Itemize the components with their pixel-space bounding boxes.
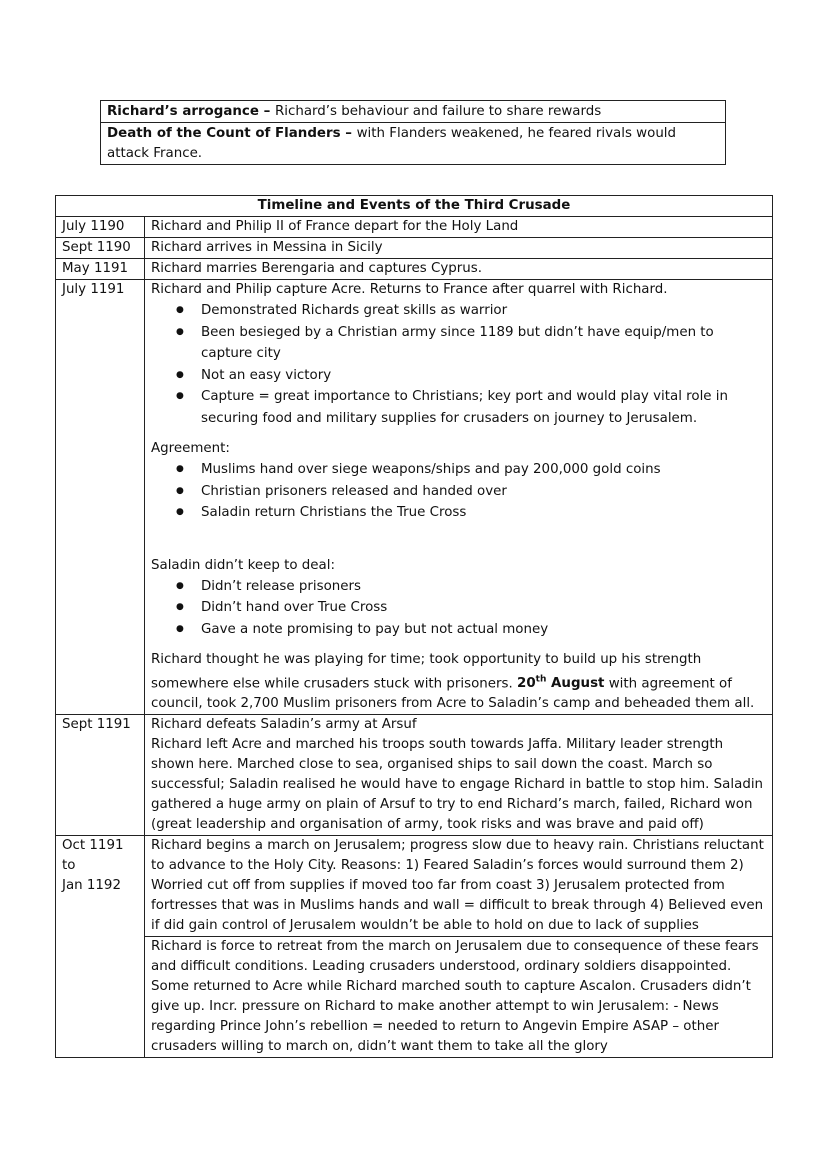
acre-intro: Richard and Philip capture Acre. Returns to France after quarrel with Richard. [151, 282, 668, 297]
list-item: ● Saladin return Christians the True Cross [201, 502, 766, 524]
event-details [145, 715, 773, 836]
event-text: Richard begins a march on Jerusalem; progress slow due to heavy rain. Christians reluctant to advance to the Holy City. Reasons: 1) Feared Saladin’s forces would surround them 2) Worried cut off from supplies if moved too far from coast 3) Jerusalem protected from fortresses that was in Muslims hands and wall = difficult to break through 4) Believed even if did gain control of Jerusalem wouldn’t be able to hold on due to lack of supplies [145, 836, 773, 937]
acre-closing [151, 650, 766, 714]
timeline-row [56, 259, 773, 280]
deal-heading: Saladin didn’t keep to deal: [151, 557, 335, 573]
acre-bullets [151, 300, 766, 429]
list-item: ● Demonstrated Richards great skills as warrior [201, 300, 766, 322]
list-item: ● Didn’t release prisoners [201, 576, 766, 598]
event-text: Richard is force to retreat from the march on Jerusalem due to consequence of these fears and difficult conditions. Leading crusaders understood, ordinary soldiers disappointed. Some returned to Acre while Richard marched south to capture Ascalon. Crusaders didn’t give up. Incr. pressure on Richard to make another attempt to win Jerusalem: - News regarding Prince John’s rebellion = needed to return to Angevin Empire ASAP – other crusaders willing to march on, didn’t want them to take all the glory [145, 937, 773, 1058]
list-item: ● Muslims hand over siege weapons/ships and pay 200,000 gold coins [201, 459, 766, 481]
arsuf-heading: Richard defeats Saladin’s army at Arsuf [151, 717, 417, 733]
event-date: July 1190 [56, 217, 145, 238]
timeline-row [56, 280, 773, 715]
closing-date: 20th August [517, 675, 605, 692]
cause-row [101, 123, 726, 165]
event-date: July 1191 [56, 280, 145, 715]
list-item: ● Christian prisoners released and handed over [201, 481, 766, 503]
event-date: May 1191 [56, 259, 145, 280]
cause-term: Richard’s arrogance – [107, 104, 275, 119]
cause-row [101, 101, 726, 123]
event-date: Sept 1190 [56, 238, 145, 259]
timeline-row [56, 836, 773, 937]
list-item: ● Didn’t hand over True Cross [201, 597, 766, 619]
event-date: Oct 1191 to Jan 1192 [56, 836, 145, 1058]
timeline-row [56, 715, 773, 836]
cause-text: Richard’s behaviour and failure to share rewards [274, 104, 602, 119]
list-item: ● Been besieged by a Christian army since 1189 but didn’t have equip/men to capture city [201, 322, 766, 365]
timeline-row [56, 238, 773, 259]
event-details [145, 280, 773, 715]
causes-table [100, 100, 726, 165]
deal-bullets [151, 576, 766, 641]
timeline-title: Timeline and Events of the Third Crusade [56, 196, 773, 217]
agreement-bullets [151, 459, 766, 524]
event-text: Richard and Philip II of France depart for the Holy Land [145, 217, 773, 238]
timeline-row [56, 217, 773, 238]
arsuf-text: Richard left Acre and marched his troops south towards Jaffa. Military leader strength shown here. Marched close to sea, organised ships to sail down the coast. March so successful; Saladin realised he would have to engage Richard in battle to stop him. Saladin gathered a huge army on plain of Arsuf to try to end Richard’s march, failed, Richard won (great leadership and organisation of army, took risks and was brave and paid off) [151, 737, 764, 833]
timeline-table [55, 195, 773, 1058]
closing-text: Richard thought he was playing for time; took opportunity to build up his strength somewhere else while crusaders stuck with prisoners. [151, 652, 702, 692]
cause-text: with Flanders weakened, he feared rivals would attack France. [107, 126, 677, 161]
event-text: Richard arrives in Messina in Sicily [145, 238, 773, 259]
agreement-heading: Agreement: [151, 441, 230, 456]
closing-text: with agreement of council, took 2,700 Muslim prisoners from Acre to Saladin’s camp and beheaded them all. [151, 676, 755, 712]
list-item: ● Gave a note promising to pay but not actual money [201, 619, 766, 641]
event-text: Richard marries Berengaria and captures Cyprus. [145, 259, 773, 280]
timeline-row [56, 937, 773, 1058]
cause-term: Death of the Count of Flanders – [107, 126, 357, 141]
list-item: ● Not an easy victory [201, 365, 766, 387]
event-date: Sept 1191 [56, 715, 145, 836]
list-item: ● Capture = great importance to Christians; key port and would play vital role in securing food and military supplies for crusaders on journey to Jerusalem. [201, 386, 766, 429]
